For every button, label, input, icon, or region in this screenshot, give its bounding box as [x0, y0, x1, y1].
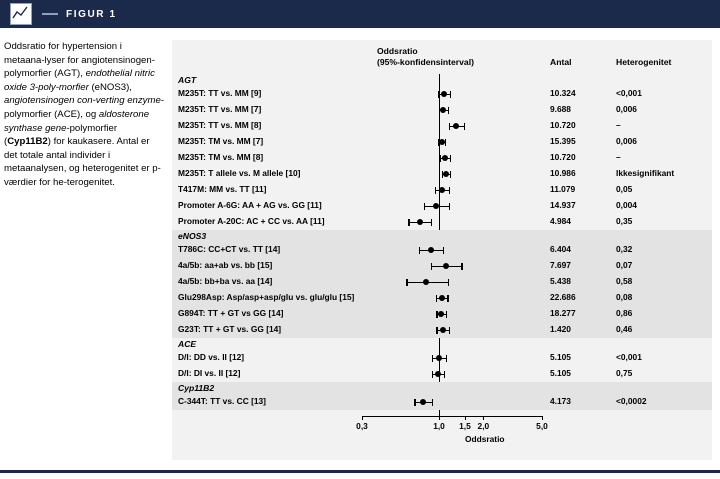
column-header-oddsratio-line2: (95%-konfidensinterval) — [377, 57, 474, 67]
caption-seg-5: aldosterone synthase gene — [4, 108, 150, 134]
row-label: M235T: TT vs. MM [9] — [178, 88, 262, 98]
point-estimate-marker — [433, 203, 439, 209]
x-tick-label: 5,0 — [536, 421, 548, 431]
forest-plot — [172, 40, 712, 460]
row-heterogenitet: 0,35 — [616, 216, 633, 226]
row-heterogenitet: Ikkesignifikant — [616, 168, 675, 178]
row-antal: 7.697 — [550, 260, 571, 270]
row-antal: 5.105 — [550, 352, 571, 362]
caption-seg-8: ) for kaukasere. Antal er det totale antal individer i metaanalysen, og heterogenitet er p-værdier for he-terogenitet. — [4, 136, 161, 188]
x-tick-label: 1,0 — [433, 421, 445, 431]
forest-row — [172, 394, 712, 410]
caption-seg-1: endothelial nitric oxide 3-poly-morfier — [4, 68, 155, 93]
row-label: D/I: DD vs. II [12] — [178, 352, 245, 362]
point-estimate-marker — [442, 155, 448, 161]
forest-group — [172, 382, 712, 410]
row-heterogenitet: 0,75 — [616, 368, 633, 378]
row-heterogenitet: 0,006 — [616, 104, 637, 114]
figure-header-bar — [0, 0, 720, 28]
row-plot — [362, 242, 542, 258]
row-label: G894T: TT + GT vs GG [14] — [178, 308, 284, 318]
ci-cap-upper — [431, 219, 432, 226]
group-label: ACE — [178, 339, 197, 349]
x-tick-label: 1,5 — [459, 421, 471, 431]
row-antal: 10.986 — [550, 168, 576, 178]
caption-seg-0: Oddsratio for hypertension i metaana-lyser for angiotensinogen-polymorfier (AGT), — [4, 41, 155, 80]
ci-cap-upper — [450, 91, 451, 98]
ci-cap-upper — [446, 355, 447, 362]
column-header-oddsratio — [377, 46, 474, 68]
ci-cap-lower — [436, 295, 437, 302]
caption-seg-7: Cyp11B2 — [7, 136, 48, 148]
row-label: Promoter A-20C: AC + CC vs. AA [11] — [178, 216, 325, 226]
row-heterogenitet: 0,58 — [616, 276, 633, 286]
x-tick-label: 2,0 — [477, 421, 490, 431]
x-tick — [542, 416, 543, 420]
forest-group — [172, 230, 712, 338]
row-plot — [362, 118, 542, 134]
x-tick — [439, 416, 440, 420]
ci-cap-lower — [419, 247, 420, 254]
row-heterogenitet: <0,001 — [616, 88, 642, 98]
row-antal: 10.720 — [550, 152, 576, 162]
forest-row — [172, 134, 712, 150]
row-plot — [362, 86, 542, 102]
point-estimate-marker — [423, 279, 429, 285]
point-estimate-marker — [439, 295, 445, 301]
row-plot — [362, 258, 542, 274]
ci-cap-upper — [443, 247, 444, 254]
point-estimate-marker — [438, 311, 444, 317]
forest-row — [172, 366, 712, 382]
row-plot — [362, 322, 542, 338]
row-plot — [362, 102, 542, 118]
row-heterogenitet: – — [616, 152, 621, 162]
row-antal: 22.686 — [550, 292, 576, 302]
forest-row — [172, 242, 712, 258]
ci-cap-upper — [432, 399, 433, 406]
row-heterogenitet: 0,46 — [616, 324, 633, 334]
forest-rows — [172, 74, 712, 410]
forest-row — [172, 102, 712, 118]
row-heterogenitet: 0,004 — [616, 200, 637, 210]
row-plot — [362, 394, 542, 410]
ci-cap-lower — [438, 91, 439, 98]
row-plot — [362, 134, 542, 150]
ci-cap-lower — [406, 279, 407, 286]
forest-row — [172, 290, 712, 306]
figure-content — [0, 28, 720, 460]
row-antal: 4.984 — [550, 216, 571, 226]
column-headers — [172, 40, 712, 74]
forest-row — [172, 306, 712, 322]
forest-row — [172, 258, 712, 274]
row-antal: 5.105 — [550, 368, 571, 378]
row-antal: 6.404 — [550, 244, 571, 254]
ci-cap-upper — [444, 371, 445, 378]
row-plot — [362, 366, 542, 382]
point-estimate-marker — [428, 247, 434, 253]
row-antal: 5.438 — [550, 276, 571, 286]
ci-cap-lower — [414, 399, 415, 406]
point-estimate-marker — [453, 123, 459, 129]
row-antal: 15.395 — [550, 136, 576, 146]
ci-cap-lower — [432, 371, 433, 378]
x-axis-line — [362, 416, 542, 417]
row-label: 4a/5b: aa+ab vs. bb [15] — [178, 260, 273, 270]
forest-row — [172, 322, 712, 338]
point-estimate-marker — [420, 399, 426, 405]
row-plot — [362, 350, 542, 366]
ci-cap-lower — [408, 219, 409, 226]
row-label: M235T: TM vs. MM [7] — [178, 136, 264, 146]
x-tick — [465, 416, 466, 420]
forest-row — [172, 118, 712, 134]
row-label: 4a/5b: bb+ba vs. aa [14] — [178, 276, 273, 286]
row-antal: 10.720 — [550, 120, 576, 130]
row-antal: 10.324 — [550, 88, 576, 98]
row-heterogenitet: <0,001 — [616, 352, 642, 362]
row-plot — [362, 182, 542, 198]
ci-cap-upper — [449, 327, 450, 334]
row-label: M235T: TT vs. MM [7] — [178, 104, 262, 114]
row-plot — [362, 166, 542, 182]
row-label: T417M: MM vs. TT [11] — [178, 184, 267, 194]
row-plot — [362, 214, 542, 230]
x-tick — [483, 416, 484, 420]
row-label: D/I: DI vs. II [12] — [178, 368, 241, 378]
point-estimate-marker — [417, 219, 423, 225]
row-antal: 11.079 — [550, 184, 576, 194]
row-label: Promoter A-6G: AA + AG vs. GG [11] — [178, 200, 322, 210]
row-plot — [362, 274, 542, 290]
ci-cap-lower — [435, 187, 436, 194]
row-plot — [362, 198, 542, 214]
point-estimate-marker — [441, 91, 447, 97]
ci-cap-lower — [440, 155, 441, 162]
group-label: eNOS3 — [172, 230, 712, 242]
forest-row — [172, 150, 712, 166]
row-heterogenitet: – — [616, 120, 621, 130]
row-label: M235T: TT vs. MM [8] — [178, 120, 262, 130]
row-label: T786C: CC+CT vs. TT [14] — [178, 244, 281, 254]
row-antal: 18.277 — [550, 308, 576, 318]
row-heterogenitet: 0,006 — [616, 136, 637, 146]
x-tick-label: 0,3 — [356, 421, 368, 431]
ci-cap-lower — [449, 123, 450, 130]
ci-cap-upper — [445, 139, 446, 146]
row-label: C-344T: TT vs. CC [13] — [178, 396, 266, 406]
ci-cap-lower — [436, 327, 437, 334]
forest-row — [172, 198, 712, 214]
ci-cap-upper — [446, 311, 447, 318]
ci-cap-upper — [449, 203, 450, 210]
x-tick — [362, 416, 363, 420]
x-axis — [356, 416, 548, 446]
ci-cap-upper — [449, 187, 450, 194]
caption-seg-4: -polymorfier (ACE), og — [4, 95, 165, 120]
header-divider — [42, 13, 58, 15]
row-label: M235T: T allele vs. M allele [10] — [178, 168, 301, 178]
caption-seg-6: -polymorfier ( — [4, 122, 118, 148]
footer-rule — [0, 470, 720, 473]
forest-group — [172, 74, 712, 230]
ci-cap-upper — [461, 263, 462, 270]
ci-cap-lower — [424, 203, 425, 210]
x-axis-title: Oddsratio — [464, 434, 505, 444]
ci-cap-upper — [448, 107, 449, 114]
group-label: AGT — [178, 75, 197, 85]
row-heterogenitet: 0,86 — [616, 308, 633, 318]
point-estimate-marker — [435, 371, 441, 377]
forest-row — [172, 182, 712, 198]
chart-line-icon — [10, 3, 32, 25]
caption-seg-2: (eNOS3), — [88, 81, 132, 93]
point-estimate-marker — [440, 327, 446, 333]
ci-cap-upper — [450, 171, 451, 178]
row-label: G23T: TT + GT vs. GG [14] — [178, 324, 282, 334]
ci-cap-lower — [431, 263, 432, 270]
figure-caption — [0, 40, 172, 460]
column-header-heterogenitet: Heterogenitet — [616, 57, 672, 67]
row-plot — [362, 150, 542, 166]
point-estimate-marker — [443, 171, 449, 177]
forest-row — [172, 214, 712, 230]
point-estimate-marker — [439, 139, 445, 145]
row-heterogenitet: 0,08 — [616, 292, 633, 302]
column-header-antal: Antal — [550, 57, 572, 67]
forest-row — [172, 274, 712, 290]
ci-cap-upper — [464, 123, 465, 130]
caption-seg-3: angiotensinogen con-verting enzyme — [4, 95, 161, 107]
row-plot — [362, 306, 542, 322]
row-heterogenitet: 0,07 — [616, 260, 633, 270]
row-antal: 9.688 — [550, 104, 571, 114]
row-plot — [362, 290, 542, 306]
row-heterogenitet: <0,0002 — [616, 396, 647, 406]
figure-label: FIGUR 1 — [66, 8, 117, 20]
row-antal: 4.173 — [550, 396, 571, 406]
row-label: Glu298Asp: Asp/asp+asp/glu vs. glu/glu [15] — [178, 292, 355, 302]
row-label: M235T: TM vs. MM [8] — [178, 152, 264, 162]
row-antal: 1.420 — [550, 324, 571, 334]
point-estimate-marker — [436, 355, 442, 361]
group-label: Cyp11B2 — [172, 382, 712, 394]
row-heterogenitet: 0,05 — [616, 184, 633, 194]
ci-cap-lower — [432, 355, 433, 362]
point-estimate-marker — [443, 263, 449, 269]
forest-row — [172, 86, 712, 102]
row-heterogenitet: 0,32 — [616, 244, 633, 254]
forest-row — [172, 350, 712, 366]
ci-cap-upper — [448, 279, 449, 286]
forest-group — [172, 338, 712, 382]
row-antal: 14.937 — [550, 200, 576, 210]
forest-row — [172, 166, 712, 182]
column-header-oddsratio-line1: Oddsratio — [377, 46, 418, 56]
point-estimate-marker — [439, 187, 445, 193]
ci-cap-upper — [447, 295, 448, 302]
ci-cap-upper — [450, 155, 451, 162]
point-estimate-marker — [440, 107, 446, 113]
